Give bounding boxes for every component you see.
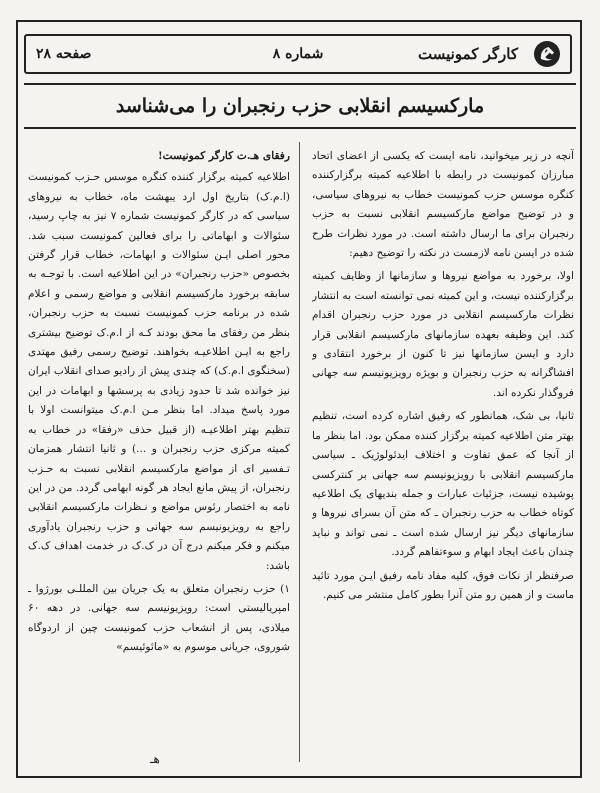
issue-number: شماره ۸ — [272, 46, 324, 62]
masthead — [24, 34, 572, 74]
left-column — [28, 147, 290, 759]
paragraph: ثانیا، بی شک، همانطور که رفیق اشاره کرده است، تنظیم بهتر متن اطلاعیه کمیته برگزار کننده ممکن بود. اما بنظر ما از آنجا که عمق تفاوت و اختلاف ایدئولوژیک ـ سیاسی مارکسیسم انقلابی با رویزیونیسم سه جهانی بر کنترکسی پوشیده نیست، جزئیات عبارات و جمله بندیهای یک اطلاعیه کوتاه خطاب به حزب رنجبران ـ که متن آن بسرای نیروها و سازمانهای دیگر نیز ارسال شده است ـ نمی تواند و نباید چندان باعث ایجاد ابهام و سوءتفاهم گردد. — [312, 410, 574, 559]
right-column — [312, 147, 574, 759]
article-title: مارکسیسم انقلابی حزب رنجبران را می‌شناسد — [115, 95, 485, 117]
paragraph: صرفنظر از نکات فوق، کلیه مفاد نامه رفیق ایـن مورد تائید ماست و از همین رو متن آنرا بطور کامل منتشر می کنیم. — [312, 569, 574, 601]
page-number: صفحه ۲۸ — [36, 46, 92, 62]
title-rule — [24, 127, 576, 129]
paragraph: ۱) حزب رنجبران متعلق به یک جریان بین المللـی بورژوا ـ امپریالیستی است: رویزیونیسم سه جهانی. در دهه ۶۰ میلادی، پس از انشعاب حزب کمونیست چین از اردوگاه شوروی، جریانی موسوم به «مائوئیسم» — [28, 582, 290, 654]
paragraph: اولا، برخورد به مواضع نیروها و سازمانها از وظایف کمیته برگزارکننده نیست، و این کمیته نمی توانسته است به انتشار نظرات مارکسیسم انقلابی در مورد حزب رنجبران اقدام کند. این وظیفه بعهده سازمانهای مارکسیسم انقلابی قرار دارد و ایسن سازمانها نیز تا کنون از برخورد انتقادی و افشاگرانه به حزب رنجبران و بویژه رویزیونیسم سه جهانی فروگذار نکرده اند. — [312, 270, 574, 399]
paragraph: آنچه در زیر میخوانید، نامه ایست که یکسی از اعضای اتحاد مبارزان کمونیست در رابطه با اطلاعیه کمیته برگزارکننده کنگره موسس حزب کمونیست خطاب به نیروهای سیاسی، و در توضیح مواضع مارکسیسم انقلابی نسبت به حزب رنجبران برای ما ارسال داشته است. در مورد نظرات طرح شده در ایسن نامه لازمست در نکته را توضیح دهیم: — [312, 150, 574, 260]
end-mark: هـ — [150, 752, 160, 766]
paragraph: اطلاعیه کمیته برگزار کننده کنگره موسس حـزب کمونیست (ا.م.ک) بتاریخ اول ارد یبهشت ماه، خطاب به نیروهای سیاسی که در کارگر کمونیست شماره ۷ نیز به چاپ رسید، سئوالات و ابهاماتی را برای فعالین کمونیست سبب شد. محور اصلی ایـن سئوالات و ابهامات، خطاب قرار گرفتن بخصوص «حزب رنجبران» در این اطلاعیه است. با توجـه به سابقه برخورد مارکسیسم انقلابی و مواضع رسمی و اعلام شده در برنامه حزب کمونیست نسبت به حزب رنجبران، بنظر من رفقای ما محق بودند کـه از ا.م.ک توضیح بیشتری راجع به ایـن اطلاعیـه بخواهند. توضیح رسمی رفیق مهتدی (سخنگوی ا.م.ک) که چندی پیش از رادیو صدای انقلاب ایران نیز خوانده شد تا حدود زیادی به پرسشها و ابهامات در این مورد پاسخ میداد. اما بنظر مـن ا.م.ک میتوانست اولا با تنظیم بهتر اطلاعیـه (از قبیل حذف «رفقا» در خطاب به کمیته مرکزی حزب رنجبران و ...) و ثانیا انتشار همزمان تـفسیر ای از مواضع مارکسیسم انقلابی نسبت به حـزب رنجبران، از پیش مانع ایجاد هر گونه ابهامی گردد. من در این نامه به اختصار رئوس مواضع و نـظرات مارکسیسم انقلابی راجع به رویزیونیسم سه جهانی و حزب رنجبران یادآوری میکنم و فکر میکنم درج آن در ک.ک در خدمت اهداف ک.ک باشد: — [28, 171, 290, 572]
column-divider — [299, 142, 300, 762]
title-rule — [24, 83, 576, 85]
salutation: رفقای هـ.ت کارگر کمونیست! — [157, 150, 290, 162]
paper-name: کارگر کمونیست — [418, 45, 518, 63]
